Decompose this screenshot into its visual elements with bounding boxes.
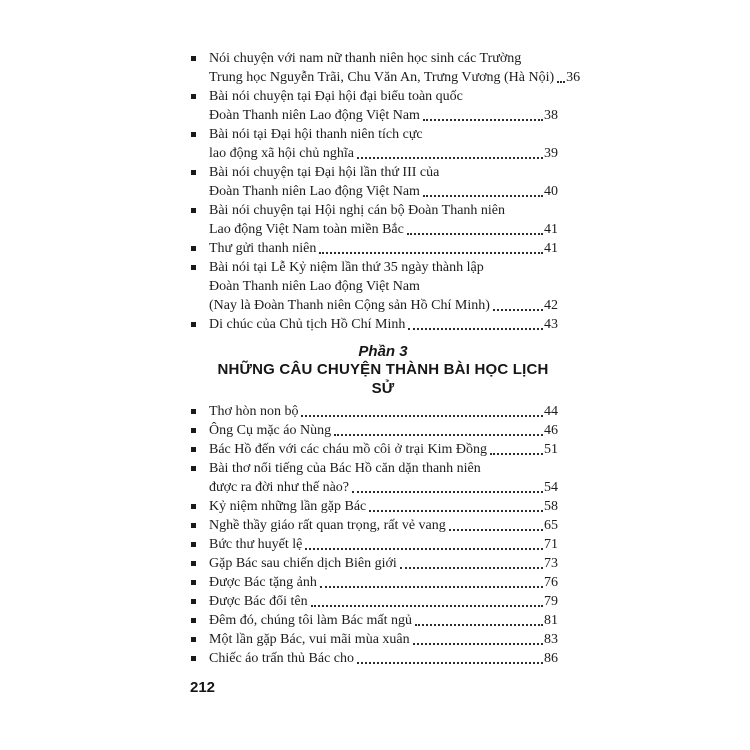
toc-entry-line [209,459,558,478]
toc-entry-text: Bài nói chuyện tại Đại hội lần thứ III của [209,165,440,180]
toc-entry-line [209,421,558,440]
toc-entry-text: Bài nói chuyện tại Đại hội đại biểu toàn quốc [209,89,463,104]
toc-entry-text: Thư gửi thanh niên [209,241,317,256]
toc-entry-line [209,49,558,68]
dot-leader [320,586,543,588]
toc-entry-text: Bài nói tại Lễ Kỷ niệm lần thứ 35 ngày thành lập [209,260,484,275]
toc-page-ref: 51 [544,442,558,457]
toc-entry-line [209,592,558,611]
toc-entry-text: Nói chuyện với nam nữ thanh niên học sinh các Trường [209,51,522,66]
bullet-icon [191,447,196,452]
toc-page-ref: 42 [544,298,558,313]
toc-entry [190,87,558,125]
toc-entry-line [209,220,558,239]
bullet-icon [191,208,196,213]
toc-page-ref: 65 [544,518,558,533]
toc-entry-text: Đêm đó, chúng tôi làm Bác mất ngủ [209,613,412,628]
toc-entry-line [209,497,558,516]
toc-entry-line [209,201,558,220]
dot-leader [493,309,543,311]
toc-entry-text: Lao động Việt Nam toàn miền Bắc [209,222,404,237]
toc-entry-text: được ra đời như thế nào? [209,480,349,495]
toc-entry-text: Gặp Bác sau chiến dịch Biên giới [209,556,397,571]
toc-entry-line [209,87,558,106]
toc-page-ref: 86 [544,651,558,666]
toc-entry-line [209,611,558,630]
dot-leader [408,328,543,330]
toc-entry-line [209,478,558,497]
toc-entry-line [209,440,558,459]
toc-entry-text: Một lần gặp Bác, vui mãi mùa xuân [209,632,410,647]
bullet-icon [191,504,196,509]
toc-entry-line [209,630,558,649]
toc-entry-line [209,296,558,315]
toc-entry-text: Nghề thầy giáo rất quan trọng, rất vẻ vang [209,518,446,533]
toc-entry-line [209,106,558,125]
toc-page-ref: 44 [544,404,558,419]
toc-entry-text: Được Bác đổi tên [209,594,308,609]
toc-entry [190,459,558,497]
toc-entry [190,573,558,592]
bullet-icon [191,599,196,604]
toc-page-ref: 36 [566,70,581,85]
bullet-icon [191,523,196,528]
page-number: 212 [190,679,216,696]
toc-entry [190,649,558,668]
toc-entry [190,611,558,630]
toc-entry-text: Ông Cụ mặc áo Nùng [209,423,332,438]
toc-entry [190,258,558,315]
toc-entry-text: lao động xã hội chủ nghĩa [209,146,355,161]
dot-leader [423,119,543,121]
toc-entry [190,592,558,611]
toc-entry-text: Chiếc áo trấn thủ Bác cho [209,651,355,666]
toc-entry-line [209,315,558,334]
dot-leader [400,567,543,569]
toc-entry [190,402,558,421]
toc-entry-text: Bài nói tại Đại hội thanh niên tích cực [209,127,423,142]
toc-entry-line [209,68,581,87]
toc-page-ref: 73 [544,556,558,571]
toc-entry [190,125,558,163]
bullet-icon [191,409,196,414]
toc-page-ref: 40 [544,184,558,199]
toc-list-part3 [190,402,558,668]
toc-list-part2-continued [190,49,581,334]
toc-entry-line [209,144,558,163]
bullet-icon [191,637,196,642]
section-header [190,343,558,398]
toc-page-ref: 79 [544,594,558,609]
dot-leader [369,510,543,512]
bullet-icon [191,132,196,137]
dot-leader [413,643,543,645]
toc-entry-line [209,649,558,668]
toc-entry-text: Đoàn Thanh niên Lao động Việt Nam [209,279,420,294]
toc-page-ref: 76 [544,575,558,590]
toc-entry-text: Di chúc của Chủ tịch Hồ Chí Minh [209,317,406,332]
toc-entry-line [209,573,558,592]
toc-entry [190,516,558,535]
toc-entry-text: Trung học Nguyễn Trãi, Chu Văn An, Trưng Vương (Hà Nội) [209,70,555,85]
toc-entry [190,315,558,334]
bullet-icon [191,322,196,327]
bullet-icon [191,618,196,623]
toc-entry-text: Bài nói chuyện tại Hội nghị cán bộ Đoàn Thanh niên [209,203,506,218]
toc-entry [190,163,558,201]
bullet-icon [191,542,196,547]
dot-leader [311,605,543,607]
bullet-icon [191,265,196,270]
dot-leader [490,453,543,455]
toc-page-ref: 38 [544,108,558,123]
toc-entry-text: Đoàn Thanh niên Lao động Việt Nam [209,184,420,199]
bullet-icon [191,94,196,99]
section-part-label: Phần 3 [358,343,408,360]
dot-leader [301,415,543,417]
dot-leader [557,81,565,83]
toc-page-ref: 39 [544,146,558,161]
toc-page-ref: 41 [544,241,558,256]
toc-entry [190,239,558,258]
dot-leader [449,529,543,531]
toc-entry-line [209,277,558,296]
toc-entry-text: Thơ hòn non bộ [209,404,299,419]
toc-page-ref: 46 [544,423,558,438]
toc-entry-line [209,182,558,201]
toc-entry [190,440,558,459]
toc-entry-line [209,163,558,182]
toc-entry-line [209,516,558,535]
table-of-contents [190,49,581,668]
toc-entry-line [209,125,558,144]
toc-entry-line [209,402,558,421]
dot-leader [415,624,543,626]
dot-leader [334,434,543,436]
dot-leader [357,662,543,664]
bullet-icon [191,428,196,433]
toc-entry [190,49,581,87]
section-part-title: NHỮNG CÂU CHUYỆN THÀNH BÀI HỌC LỊCH SỬ [217,361,549,397]
toc-page-ref: 58 [544,499,558,514]
toc-page-ref: 81 [544,613,558,628]
bullet-icon [191,561,196,566]
toc-entry-line [209,258,558,277]
toc-page-ref: 43 [544,317,558,332]
toc-entry [190,201,558,239]
dot-leader [423,195,543,197]
toc-entry [190,630,558,649]
toc-entry-text: (Nay là Đoàn Thanh niên Cộng sản Hồ Chí Minh) [209,298,490,313]
toc-entry [190,554,558,573]
dot-leader [357,157,543,159]
toc-page-ref: 41 [544,222,558,237]
toc-entry-line [209,239,558,258]
dot-leader [407,233,543,235]
bullet-icon [191,466,196,471]
toc-entry-line [209,535,558,554]
toc-entry [190,421,558,440]
bullet-icon [191,656,196,661]
toc-entry-text: Bác Hồ đến với các cháu mồ côi ở trại Kim Đồng [209,442,488,457]
bullet-icon [191,170,196,175]
toc-page-ref: 54 [544,480,558,495]
bullet-icon [191,580,196,585]
toc-entry-text: Kỷ niệm những lần gặp Bác [209,499,367,514]
toc-page-ref: 71 [544,537,558,552]
toc-entry-text: Bài thơ nổi tiếng của Bác Hồ căn dặn thanh niên [209,461,481,476]
toc-entry-text: Được Bác tặng ảnh [209,575,317,590]
bullet-icon [191,56,196,61]
dot-leader [352,491,543,493]
toc-entry-text: Bức thư huyết lệ [209,537,303,552]
bullet-icon [191,246,196,251]
dot-leader [305,548,543,550]
toc-entry-line [209,554,558,573]
toc-page-ref: 83 [544,632,558,647]
toc-entry [190,535,558,554]
toc-entry [190,497,558,516]
dot-leader [319,252,543,254]
toc-entry-text: Đoàn Thanh niên Lao động Việt Nam [209,108,420,123]
